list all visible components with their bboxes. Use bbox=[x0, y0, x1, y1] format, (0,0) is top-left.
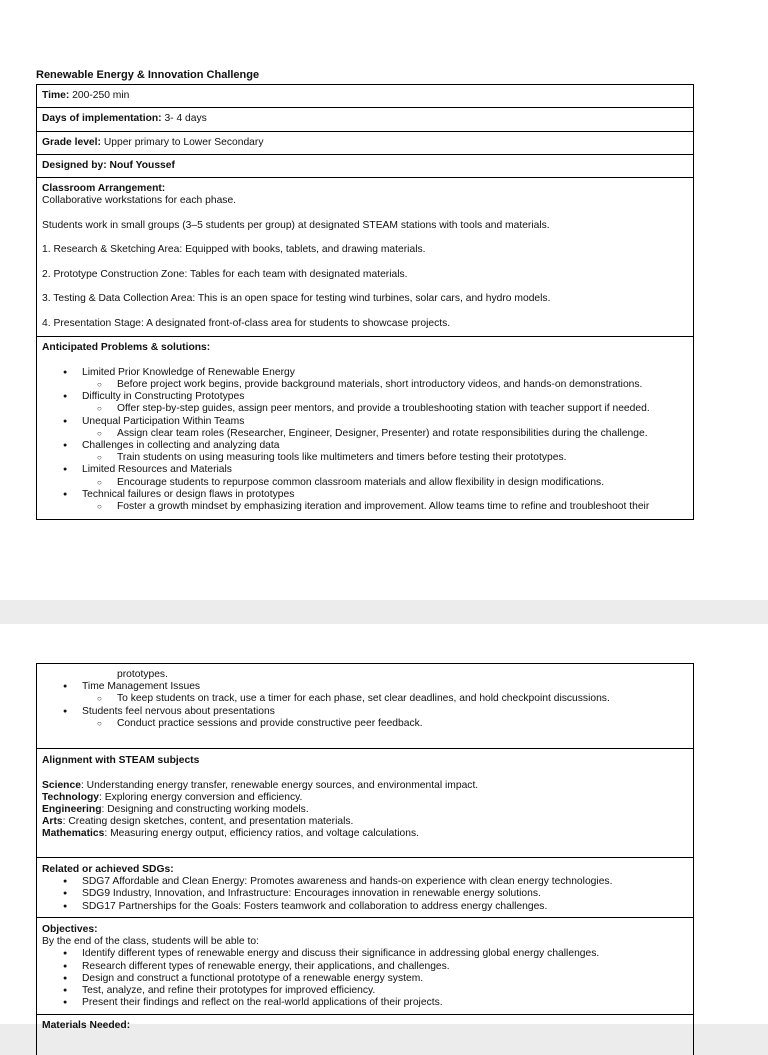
steam-item bbox=[42, 792, 687, 804]
steam-text: : Measuring energy output, efficiency ratios, and voltage calculations. bbox=[104, 828, 419, 840]
steam-subject: Engineering bbox=[42, 803, 102, 815]
solution-item bbox=[82, 718, 687, 730]
steam-subject: Technology bbox=[42, 791, 100, 803]
solution-item bbox=[82, 403, 687, 415]
steam-text: : Exploring energy conversion and efficiency. bbox=[99, 791, 303, 803]
problem-text: Difficulty in Constructing Prototypes bbox=[82, 391, 245, 403]
solution-continuation: prototypes. bbox=[117, 669, 168, 680]
time-label: Time: bbox=[42, 90, 70, 101]
list-item: ● SDG17 Partnerships for the Goals: Fosters teamwork and collaboration to address energy challenges. bbox=[42, 901, 687, 913]
solution-item bbox=[82, 452, 687, 464]
solution-text: Offer step-by-step guides, assign peer mentors, and provide a troubleshooting station with teacher support if needed. bbox=[117, 403, 650, 415]
solution-text: Train students on using measuring tools like multimeters and timers before testing their prototypes. bbox=[117, 452, 567, 464]
materials-row bbox=[37, 1015, 693, 1055]
solution-item bbox=[82, 501, 687, 513]
objectives-list bbox=[42, 948, 687, 1009]
objectives-intro: By the end of the class, students will be able to: bbox=[42, 936, 259, 948]
steam-subject: Mathematics bbox=[42, 828, 105, 840]
sdgs-row bbox=[37, 858, 693, 918]
days-label: Days of implementation: bbox=[42, 113, 162, 125]
steam-text: : Creating design sketches, content, and presentation materials. bbox=[62, 816, 354, 828]
problem-text: Technical failures or design flaws in prototypes bbox=[82, 488, 295, 500]
classroom-area: 3. Testing & Data Collection Area: This is an open space for testing wind turbines, solar cars, and hydro models. bbox=[42, 293, 551, 305]
steam-item bbox=[42, 804, 687, 816]
problem-text: Time Management Issues bbox=[82, 681, 201, 693]
problems-list-continued bbox=[42, 681, 687, 730]
solution-text: To keep students on track, use a timer for each phase, set clear deadlines, and hold checkpoint discussions. bbox=[117, 693, 610, 705]
problem-text: Limited Resources and Materials bbox=[82, 464, 232, 476]
solution-item bbox=[82, 428, 687, 440]
solution-text: Encourage students to repurpose common classroom materials and allow flexibility in design modifications. bbox=[117, 476, 605, 488]
list-item bbox=[42, 367, 687, 391]
solution-text: Foster a growth mindset by emphasizing iteration and improvement. Allow teams time to refine and troubleshoot their bbox=[117, 500, 650, 512]
designed-by-label: Designed by: Nouf Youssef bbox=[42, 159, 175, 171]
list-item bbox=[42, 440, 687, 464]
list-item: ● Design and construct a functional prototype of a renewable energy system. bbox=[42, 973, 687, 985]
time-value: 200-250 min bbox=[69, 90, 130, 101]
days-row bbox=[37, 108, 693, 131]
list-item bbox=[42, 416, 687, 440]
grade-value: Upper primary to Lower Secondary bbox=[100, 136, 264, 148]
list-item: ● Research different types of renewable energy, their applications, and challenges. bbox=[42, 961, 687, 973]
steam-alignment-row bbox=[37, 749, 693, 858]
list-item: ● Present their findings and reflect on the real-world applications of their projects. bbox=[42, 997, 687, 1009]
classroom-label: Classroom Arrangement: bbox=[42, 183, 166, 195]
classroom-arrangement-row bbox=[37, 178, 693, 337]
designed-by-row bbox=[37, 155, 693, 178]
list-item: ● SDG9 Industry, Innovation, and Infrastructure: Encourages innovation in renewable energy solutions. bbox=[42, 888, 687, 900]
list-item bbox=[42, 489, 687, 513]
steam-item bbox=[42, 828, 687, 840]
steam-item bbox=[42, 816, 687, 828]
problem-text: Challenges in collecting and analyzing data bbox=[82, 439, 280, 451]
classroom-area: 4. Presentation Stage: A designated front-of-class area for students to showcase projects. bbox=[42, 317, 451, 329]
list-item: ● Identify different types of renewable energy and discuss their significance in addressing global energy challenges. bbox=[42, 948, 687, 960]
lesson-info-table bbox=[36, 84, 694, 520]
problem-text: Unequal Participation Within Teams bbox=[82, 415, 245, 427]
solution-text: Conduct practice sessions and provide constructive peer feedback. bbox=[117, 717, 423, 729]
time-row bbox=[37, 85, 693, 108]
solution-text: Assign clear team roles (Researcher, Engineer, Designer, Presenter) and rotate responsibilities during the challenge. bbox=[117, 427, 648, 439]
classroom-line: Collaborative workstations for each phase. bbox=[42, 195, 237, 207]
list-item: ● SDG7 Affordable and Clean Energy: Promotes awareness and hands-on experience with clean energy technologies. bbox=[42, 876, 687, 888]
list-item bbox=[42, 391, 687, 415]
sdgs-label: Related or achieved SDGs: bbox=[42, 864, 174, 875]
list-item: ● Test, analyze, and refine their prototypes for improved efficiency. bbox=[42, 985, 687, 997]
steam-text: : Designing and constructing working models. bbox=[101, 803, 309, 815]
problem-text: Students feel nervous about presentations bbox=[82, 705, 275, 717]
classroom-area: 2. Prototype Construction Zone: Tables for each team with designated materials. bbox=[42, 268, 408, 280]
objectives-row bbox=[37, 918, 693, 1015]
grade-label: Grade level: bbox=[42, 136, 101, 148]
problems-list bbox=[42, 367, 687, 513]
days-value: 3- 4 days bbox=[161, 113, 207, 125]
steam-item bbox=[42, 780, 687, 792]
problems-continued-row bbox=[37, 664, 693, 749]
anticipated-problems-row bbox=[37, 337, 693, 520]
document-page-2 bbox=[0, 624, 768, 1031]
lesson-details-table bbox=[36, 663, 694, 1055]
materials-label: Materials Needed: bbox=[42, 1020, 131, 1031]
solution-item bbox=[82, 477, 687, 489]
classroom-line: Students work in small groups (3–5 students per group) at designated STEAM stations with tools and materials. bbox=[42, 219, 550, 231]
classroom-area: 1. Research & Sketching Area: Equipped with books, tablets, and drawing materials. bbox=[42, 244, 426, 256]
steam-label: Alignment with STEAM subjects bbox=[42, 755, 200, 766]
steam-subject: Arts bbox=[42, 816, 63, 828]
document-title: Renewable Energy & Innovation Challenge bbox=[36, 69, 260, 81]
sdgs-list bbox=[42, 876, 687, 913]
list-item bbox=[42, 706, 687, 730]
steam-subject: Science bbox=[42, 779, 81, 791]
solution-text: Before project work begins, provide background materials, short introductory videos, and hands-on demonstrations. bbox=[117, 378, 643, 390]
problem-text: Limited Prior Knowledge of Renewable Energy bbox=[82, 366, 295, 378]
list-item bbox=[42, 464, 687, 488]
objectives-label: Objectives: bbox=[42, 924, 98, 935]
list-item bbox=[42, 681, 687, 705]
solution-item bbox=[82, 379, 687, 391]
steam-text: : Understanding energy transfer, renewable energy sources, and environmental impact. bbox=[80, 779, 479, 791]
solution-item bbox=[82, 693, 687, 705]
problems-label: Anticipated Problems & solutions: bbox=[42, 342, 211, 354]
grade-row bbox=[37, 132, 693, 155]
